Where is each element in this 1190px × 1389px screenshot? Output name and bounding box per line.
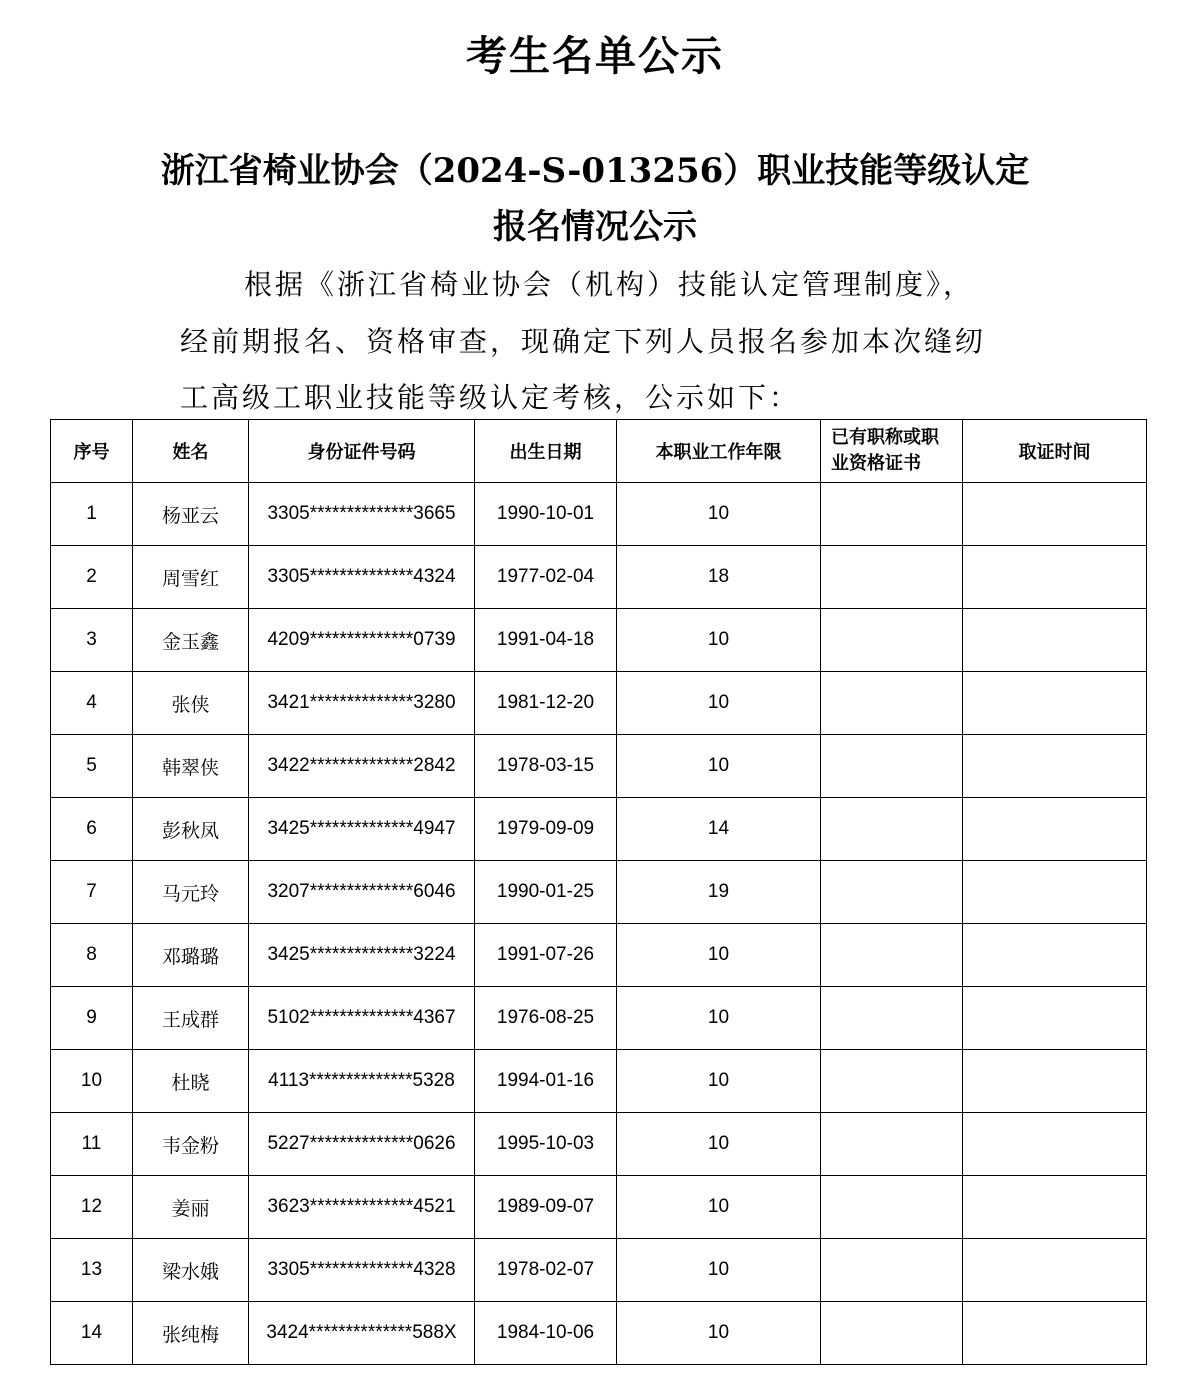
table-row bbox=[51, 546, 1147, 609]
cell-id-number: 3305**************3665 bbox=[249, 483, 475, 546]
table-row bbox=[51, 1302, 1147, 1365]
cell-id-number: 3305**************4324 bbox=[249, 546, 475, 609]
subtitle-line-2: 报名情况公示 bbox=[493, 207, 697, 247]
cell-id-number: 3425**************4947 bbox=[249, 798, 475, 861]
cell-name: 彭秋凤 bbox=[133, 798, 249, 861]
cell-id-number: 5102**************4367 bbox=[249, 987, 475, 1050]
cell-id-number: 3425**************3224 bbox=[249, 924, 475, 987]
cell-name: 王成群 bbox=[133, 987, 249, 1050]
cell-seq: 8 bbox=[51, 924, 133, 987]
cell-seq: 7 bbox=[51, 861, 133, 924]
cell-work-years: 10 bbox=[617, 1302, 821, 1365]
cell-name: 杜晓 bbox=[133, 1050, 249, 1113]
cell-work-years: 14 bbox=[617, 798, 821, 861]
page-title: 考生名单公示 bbox=[466, 32, 724, 80]
cell-certificate bbox=[821, 1302, 963, 1365]
cell-id-number: 5227**************0626 bbox=[249, 1113, 475, 1176]
cell-birth-date: 1978-03-15 bbox=[475, 735, 617, 798]
cell-cert-time bbox=[963, 735, 1147, 798]
cell-work-years: 10 bbox=[617, 1113, 821, 1176]
cell-name: 金玉鑫 bbox=[133, 609, 249, 672]
table-row bbox=[51, 1113, 1147, 1176]
cell-cert-time bbox=[963, 987, 1147, 1050]
cell-birth-date: 1991-07-26 bbox=[475, 924, 617, 987]
cell-id-number: 3207**************6046 bbox=[249, 861, 475, 924]
cell-seq: 12 bbox=[51, 1176, 133, 1239]
cell-name: 周雪红 bbox=[133, 546, 249, 609]
cell-name: 韦金粉 bbox=[133, 1113, 249, 1176]
cell-cert-time bbox=[963, 1302, 1147, 1365]
cell-id-number: 4113**************5328 bbox=[249, 1050, 475, 1113]
header-certificate: 已有职称或职业资格证书 bbox=[821, 420, 963, 483]
table-header-row bbox=[51, 420, 1147, 483]
header-work-years: 本职业工作年限 bbox=[617, 420, 821, 483]
cell-id-number: 4209**************0739 bbox=[249, 609, 475, 672]
cell-name: 马元玲 bbox=[133, 861, 249, 924]
cell-work-years: 10 bbox=[617, 609, 821, 672]
cell-cert-time bbox=[963, 924, 1147, 987]
cell-certificate bbox=[821, 672, 963, 735]
cell-name: 张侠 bbox=[133, 672, 249, 735]
header-name: 姓名 bbox=[133, 420, 249, 483]
cell-cert-time bbox=[963, 1239, 1147, 1302]
table-row bbox=[51, 798, 1147, 861]
cell-seq: 5 bbox=[51, 735, 133, 798]
cell-seq: 6 bbox=[51, 798, 133, 861]
cell-work-years: 10 bbox=[617, 987, 821, 1050]
cell-birth-date: 1991-04-18 bbox=[475, 609, 617, 672]
cell-seq: 1 bbox=[51, 483, 133, 546]
cell-certificate bbox=[821, 987, 963, 1050]
cell-birth-date: 1976-08-25 bbox=[475, 987, 617, 1050]
cell-cert-time bbox=[963, 861, 1147, 924]
cell-work-years: 10 bbox=[617, 735, 821, 798]
cell-work-years: 18 bbox=[617, 546, 821, 609]
cell-name: 韩翠侠 bbox=[133, 735, 249, 798]
cell-work-years: 10 bbox=[617, 924, 821, 987]
cell-birth-date: 1977-02-04 bbox=[475, 546, 617, 609]
header-birth-date: 出生日期 bbox=[475, 420, 617, 483]
cell-seq: 3 bbox=[51, 609, 133, 672]
cell-certificate bbox=[821, 924, 963, 987]
cell-birth-date: 1979-09-09 bbox=[475, 798, 617, 861]
cell-certificate bbox=[821, 1113, 963, 1176]
cell-id-number: 3623**************4521 bbox=[249, 1176, 475, 1239]
cell-certificate bbox=[821, 609, 963, 672]
header-seq: 序号 bbox=[51, 420, 133, 483]
cell-birth-date: 1990-10-01 bbox=[475, 483, 617, 546]
subtitle-line-1: 浙江省椅业协会（2024-S-013256）职业技能等级认定 bbox=[160, 151, 1030, 191]
cell-cert-time bbox=[963, 609, 1147, 672]
cell-work-years: 10 bbox=[617, 483, 821, 546]
cell-name: 梁水娥 bbox=[133, 1239, 249, 1302]
table-row bbox=[51, 672, 1147, 735]
cell-name: 杨亚云 bbox=[133, 483, 249, 546]
cell-work-years: 10 bbox=[617, 1176, 821, 1239]
header-cert-time: 取证时间 bbox=[963, 420, 1147, 483]
cell-birth-date: 1981-12-20 bbox=[475, 672, 617, 735]
intro-line-2: 经前期报名、资格审查，现确定下列人员报名参加本次缝纫 bbox=[180, 325, 987, 358]
cell-seq: 4 bbox=[51, 672, 133, 735]
table-row bbox=[51, 1050, 1147, 1113]
cell-id-number: 3421**************3280 bbox=[249, 672, 475, 735]
table-row bbox=[51, 735, 1147, 798]
candidate-table bbox=[50, 419, 1147, 1365]
cell-id-number: 3424**************588X bbox=[249, 1302, 475, 1365]
header-id-number: 身份证件号码 bbox=[249, 420, 475, 483]
table-row bbox=[51, 1176, 1147, 1239]
cell-id-number: 3305**************4328 bbox=[249, 1239, 475, 1302]
table-row bbox=[51, 987, 1147, 1050]
cell-work-years: 19 bbox=[617, 861, 821, 924]
cell-certificate bbox=[821, 483, 963, 546]
cell-id-number: 3422**************2842 bbox=[249, 735, 475, 798]
cell-cert-time bbox=[963, 546, 1147, 609]
table-row bbox=[51, 609, 1147, 672]
cell-work-years: 10 bbox=[617, 1050, 821, 1113]
cell-name: 张纯梅 bbox=[133, 1302, 249, 1365]
cell-birth-date: 1995-10-03 bbox=[475, 1113, 617, 1176]
cell-certificate bbox=[821, 798, 963, 861]
cell-seq: 9 bbox=[51, 987, 133, 1050]
cell-certificate bbox=[821, 861, 963, 924]
cell-cert-time bbox=[963, 1050, 1147, 1113]
cell-birth-date: 1994-01-16 bbox=[475, 1050, 617, 1113]
cell-seq: 11 bbox=[51, 1113, 133, 1176]
table-row bbox=[51, 924, 1147, 987]
cell-cert-time bbox=[963, 672, 1147, 735]
cell-cert-time bbox=[963, 483, 1147, 546]
cell-birth-date: 1990-01-25 bbox=[475, 861, 617, 924]
cell-certificate bbox=[821, 1176, 963, 1239]
cell-certificate bbox=[821, 546, 963, 609]
table-row bbox=[51, 1239, 1147, 1302]
intro-line-3: 工高级工职业技能等级认定考核，公示如下： bbox=[180, 381, 801, 414]
cell-work-years: 10 bbox=[617, 1239, 821, 1302]
cell-birth-date: 1984-10-06 bbox=[475, 1302, 617, 1365]
cell-seq: 2 bbox=[51, 546, 133, 609]
cell-birth-date: 1978-02-07 bbox=[475, 1239, 617, 1302]
cell-name: 姜丽 bbox=[133, 1176, 249, 1239]
cell-cert-time bbox=[963, 798, 1147, 861]
intro-line-1: 根据《浙江省椅业协会（机构）技能认定管理制度》， bbox=[244, 268, 975, 301]
cell-seq: 13 bbox=[51, 1239, 133, 1302]
cell-birth-date: 1989-09-07 bbox=[475, 1176, 617, 1239]
cell-certificate bbox=[821, 735, 963, 798]
cell-certificate bbox=[821, 1239, 963, 1302]
cell-seq: 14 bbox=[51, 1302, 133, 1365]
table-row bbox=[51, 483, 1147, 546]
table-row bbox=[51, 861, 1147, 924]
cell-cert-time bbox=[963, 1176, 1147, 1239]
cell-cert-time bbox=[963, 1113, 1147, 1176]
cell-certificate bbox=[821, 1050, 963, 1113]
cell-name: 邓璐璐 bbox=[133, 924, 249, 987]
cell-work-years: 10 bbox=[617, 672, 821, 735]
cell-seq: 10 bbox=[51, 1050, 133, 1113]
